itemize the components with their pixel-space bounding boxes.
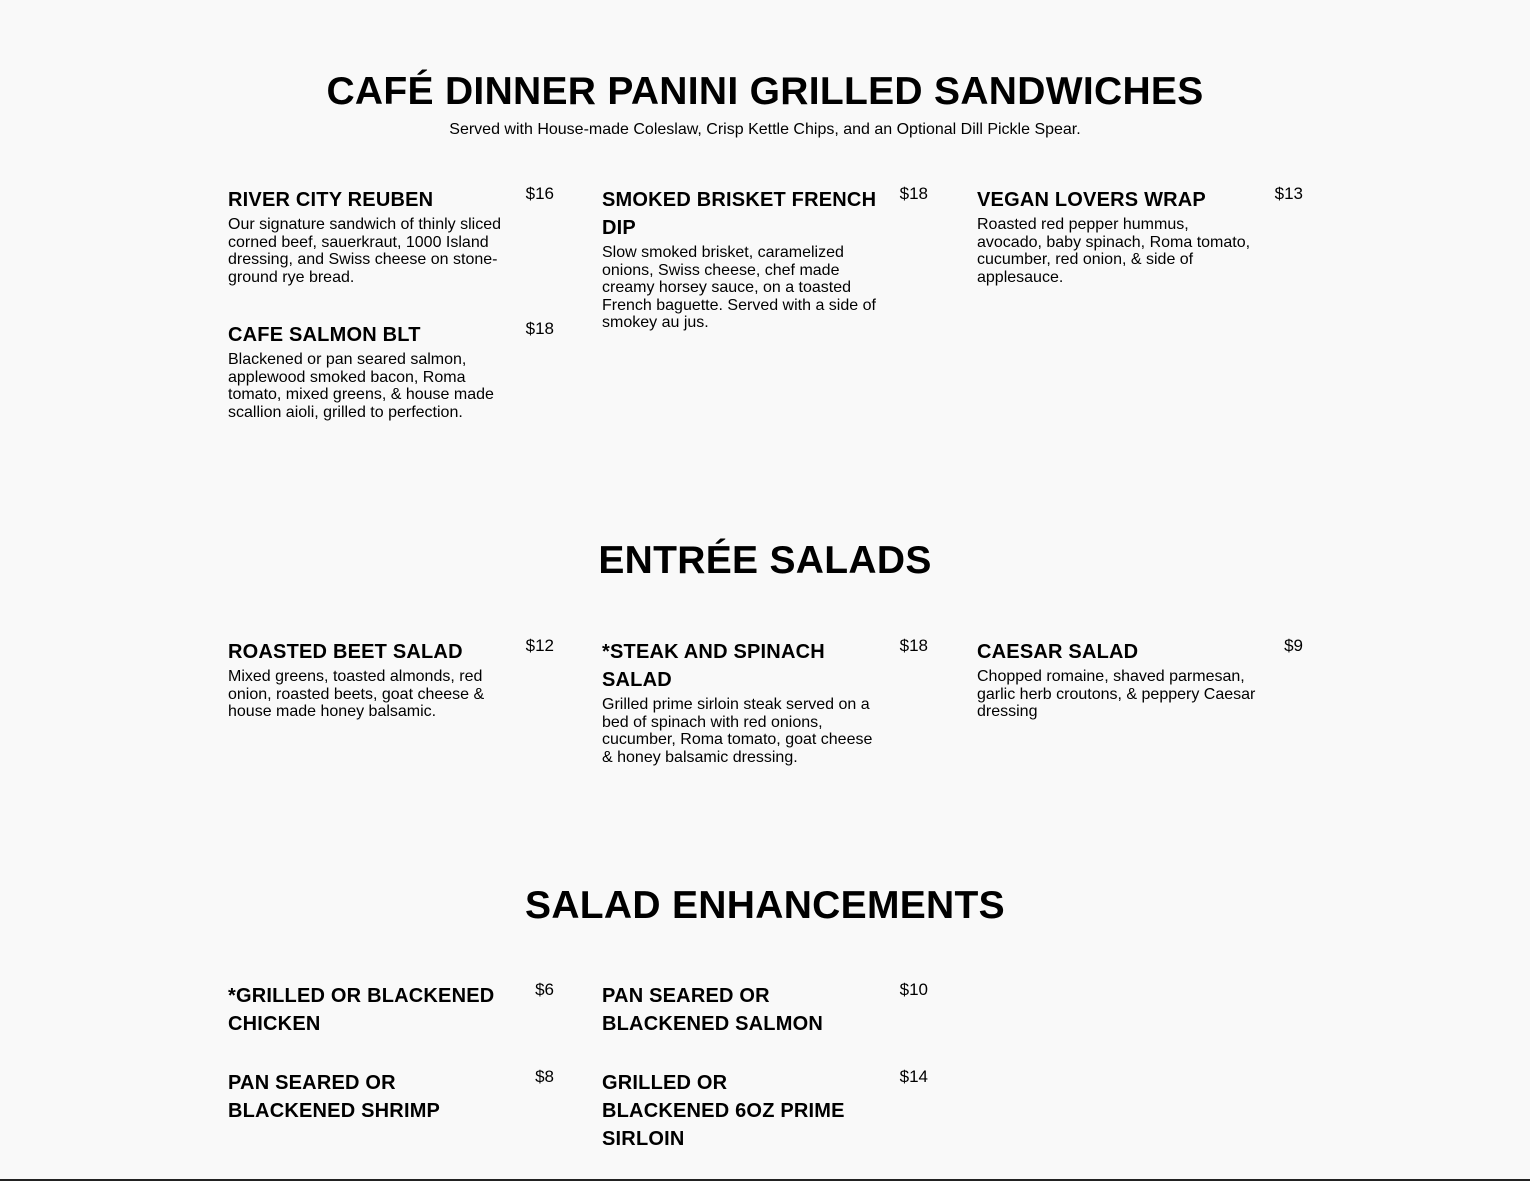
item-price: $12 [525, 636, 554, 655]
menu-item-steak-and-spinach-salad [602, 638, 928, 766]
item-price: $14 [899, 1067, 928, 1086]
item-price: $16 [525, 184, 554, 203]
item-price: $10 [899, 980, 928, 999]
item-price: $8 [535, 1067, 554, 1086]
item-description: Blackened or pan seared salmon, applewood smoked bacon, Roma tomato, mixed greens, & house made scallion aioli, grilled to perfection. [228, 351, 494, 421]
item-name: GRILLED OR BLACKENED 6OZ PRIME SIRLOIN [602, 1072, 845, 1150]
enhancement-item-sirloin [602, 1069, 928, 1153]
item-name: CAESAR SALAD [977, 641, 1139, 663]
item-price: $13 [1274, 184, 1303, 203]
item-name: VEGAN LOVERS WRAP [977, 189, 1206, 211]
item-name: SMOKED BRISKET FRENCH DIP [602, 189, 877, 239]
item-name: ROASTED BEET SALAD [228, 641, 463, 663]
item-description: Our signature sandwich of thinly sliced corned beef, sauerkraut, 1000 Island dressing, and Swiss cheese on stone-ground rye bread. [228, 216, 502, 286]
item-description: Grilled prime sirloin steak served on a bed of spinach with red onions, cucumber, Roma tomato, goat cheese & honey balsamic dressing. [602, 696, 873, 766]
item-price: $18 [525, 319, 554, 338]
item-description: Roasted red pepper hummus, avocado, baby spinach, Roma tomato, cucumber, red onion, & side of applesauce. [977, 216, 1251, 286]
sandwiches-subtitle: Served with House-made Coleslaw, Crisp Kettle Chips, and an Optional Dill Pickle Spear. [449, 121, 1081, 138]
item-name: *STEAK AND SPINACH SALAD [602, 641, 825, 691]
menu-item-vegan-lovers-wrap [977, 186, 1303, 286]
enhancement-item-chicken [228, 982, 554, 1038]
enhancement-item-shrimp [228, 1069, 554, 1125]
item-price: $6 [535, 980, 554, 999]
item-price: $18 [899, 636, 928, 655]
item-name: RIVER CITY REUBEN [228, 189, 434, 211]
item-name: *GRILLED OR BLACKENED CHICKEN [228, 985, 495, 1035]
item-description: Chopped romaine, shaved parmesan, garlic herb croutons, & peppery Caesar dressing [977, 668, 1256, 720]
item-description: Mixed greens, toasted almonds, red onion, roasted beets, goat cheese & house made honey balsamic. [228, 668, 485, 720]
item-name: CAFE SALMON BLT [228, 324, 421, 346]
item-name: PAN SEARED OR BLACKENED SALMON [602, 985, 823, 1035]
sandwiches-title: CAFÉ DINNER PANINI GRILLED SANDWICHES [326, 70, 1204, 113]
item-price: $18 [899, 184, 928, 203]
menu-item-cafe-salmon-blt [228, 321, 554, 421]
item-price: $9 [1284, 636, 1303, 655]
item-description: Slow smoked brisket, caramelized onions, Swiss cheese, chef made creamy horsey sauce, on a toasted French baguette. Served with a side of smokey au jus. [602, 244, 876, 331]
enhancements-title: SALAD ENHANCEMENTS [525, 884, 1005, 927]
enhancement-item-salmon [602, 982, 928, 1038]
menu-item-roasted-beet-salad [228, 638, 554, 721]
menu-item-smoked-brisket-french-dip [602, 186, 928, 332]
salads-title: ENTRÉE SALADS [598, 539, 932, 582]
menu-item-river-city-reuben [228, 186, 554, 286]
menu-item-caesar-salad [977, 638, 1303, 721]
item-name: PAN SEARED OR BLACKENED SHRIMP [228, 1072, 441, 1122]
